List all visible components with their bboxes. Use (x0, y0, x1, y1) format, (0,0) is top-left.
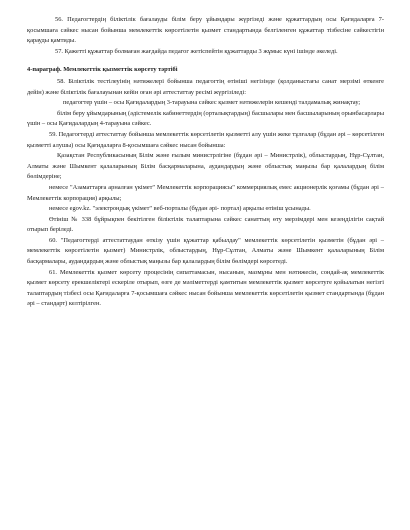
paragraph-59-item-1: Қазақстан Республикасының Білім және ғылым министрлігіне (бұдан әрі – Министрлік), облыстардың, Нұр-Сұлтан, Алматы және Шымкент қалаларының Білім басқармаларына, аудандардың және облыстық маңызы бар қалалардың білім бөлімдеріне; (27, 152, 384, 181)
paragraph-58-item-2: білім беру ұйымдарының (әдістемелік кабинеттердің (орталықтардың) басшылары мен басшыларының орынбасарлары үшін – осы Қағидалардың 4-тарауына сәйкес. (27, 109, 384, 128)
paragraph-56: 56. Педагогтердің біліктілік бағалауды білім беру ұйымдары жүргізеді және құжаттардың осы Қағидаларға 7-қосымшаға сәйкес нысан бойынша мемлекеттік көрсетілетін қызмет стандартында белгіленген құжаттар тізбесіне сәйкестігін қарауды қамтиды. (27, 16, 384, 45)
paragraph-61: 61. Мемлекеттік қызмет көрсету процесінің сипаттамасын, нысанын, мазмұны мен нәтижесін, сондай-ақ мемлекеттік қызмет көрсету ерекшеліктері ескеріле отырып, өзге де мәліметтерді қамтитын мемлекеттік қызмет көрсетуге қойылатын негізгі талаптардың тізбесі осы Қағидаларға 7-қосымшаға сәйкес нысан бойынша мемлекеттік көрсетілетін қызмет стандартында (бұдан әрі – стандарт) келтірілген. (27, 268, 384, 308)
paragraph-59-item-2: немесе "Азаматтарға арналған үкімет" Мемлекеттік корпорациясы" коммерциялық емес акционерлік қоғамы (бұдан әрі – Мемлекеттік корпорация) арқылы; (27, 183, 384, 202)
document-body (27, 15, 384, 310)
paragraph-57: 57. Қажетті құжаттар болмаған жағдайда педагог жетіспейтін құжаттарды 3 жұмыс күні ішінде әкеледі. (55, 47, 338, 55)
paragraph-59: 59. Педагогтерді аттестаттау бойынша мемлекеттік көрсетілетін қызметті алу үшін жеке тұлғалар (бұдан әрі – көрсетілген қызметті алушы) осы Қағидаларға 8-қосымшаға сәйкес нысан бойынша: (27, 130, 384, 149)
paragraph-59-item-3: немесе egov.kz. "электрондық үкімет" веб-порталы (бұдан әрі- портал) арқылы өтініш ұсынады. (49, 205, 311, 213)
paragraph-58: 58. Біліктілік тестілеуінің нәтижелері бойынша педагогтің өтініші негізінде (қолданыстағы санат мерзімі өткенге дейін) және біліктілік бағалауынан кейін оған әрі аттестаттау ресімі жүргізіледі: (27, 77, 384, 96)
paragraph-58-item-1: педагогтер үшін – осы Қағидалардың 3-тарауына сәйкес қызмет нәтижелерін кешенді талдамалық жинақтау; (63, 99, 361, 107)
paragraph-60: 60. "Педагогтерді аттестаттаудан өткізу үшін құжаттар қабылдау" мемлекеттік көрсетілетін қызметін (бұдан әрі – мемлекеттік көрсетілетін қызмет) Министрлік, облыстардың, Нұр-Сұлтан, Алматы және Шымкент қалаларының Білім басқармалары, аудандардың және облыстық маңызы бар қалалардың білім бөлімдері көрсетеді. (27, 236, 384, 266)
paragraph-59-note: Өтініш № 338 бұйрықпен бекітілген біліктілік талаптарына сәйкес санаттың өту мерзімдері мен кезеңділігін сақтай отырып беріледі. (27, 215, 384, 234)
section-heading: 4-параграф. Мемлекеттік қызметтік көрсету тәртібі (27, 66, 178, 74)
